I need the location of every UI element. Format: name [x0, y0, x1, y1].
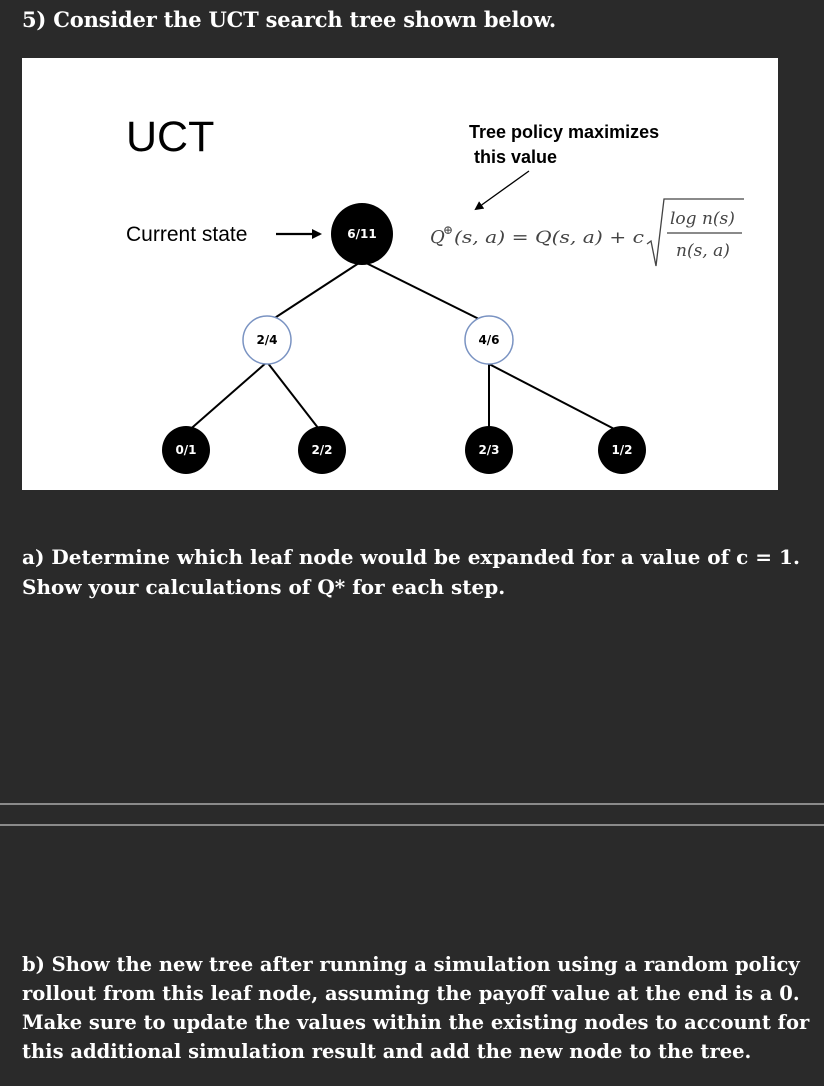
- annotation-arrow: [476, 171, 529, 209]
- part-b-line-3: Make sure to update the values within the existing nodes to account for: [22, 1011, 810, 1034]
- formula-rhs: (s, a) = Q(s, a) + c: [454, 228, 645, 248]
- node-left-left-label: 0/1: [175, 443, 197, 457]
- answer-divider-top: [0, 803, 824, 805]
- uct-tree-figure: [22, 58, 778, 490]
- part-b-line-2: rollout from this leaf node, assuming the payoff value at the end is a 0.: [22, 982, 800, 1005]
- formula-lhs-q: Q: [430, 227, 445, 248]
- part-a-line-2: Show your calculations of Q* for each step.: [22, 575, 506, 599]
- edge-left-left: [186, 362, 267, 433]
- formula-superscript: ⊕: [443, 223, 454, 237]
- part-a-line-1: a) Determine which leaf node would be expanded for a value of c = 1.: [22, 545, 800, 569]
- edge-root-right: [362, 261, 489, 324]
- node-right-label: 4/6: [478, 333, 500, 347]
- node-root: [331, 203, 393, 265]
- answer-divider-bottom: [0, 824, 824, 826]
- node-right-right-label: 1/2: [611, 443, 633, 457]
- node-right-right: [598, 426, 646, 474]
- node-left-left: [162, 426, 210, 474]
- current-state-label: Current state: [126, 223, 248, 246]
- node-right-left-label: 2/3: [478, 443, 500, 457]
- node-left-label: 2/4: [256, 333, 278, 347]
- formula-denominator: n(s, a): [676, 241, 730, 261]
- part-b-question: [22, 950, 812, 1066]
- part-a-question: [22, 542, 812, 602]
- part-b-line-1: b) Show the new tree after running a simulation using a random policy: [22, 953, 800, 976]
- formula-numerator: log n(s): [670, 209, 735, 229]
- uct-formula: [430, 199, 744, 266]
- node-right-left: [465, 426, 513, 474]
- part-b-line-4: this additional simulation result and add the new node to the tree.: [22, 1040, 752, 1063]
- question-title: 5) Consider the UCT search tree shown below.: [22, 7, 556, 32]
- edge-root-left: [267, 261, 362, 323]
- annotation-line-1: Tree policy maximizes: [469, 122, 660, 142]
- node-left: [243, 316, 291, 364]
- edge-right-right: [489, 364, 622, 433]
- node-left-right-label: 2/2: [311, 443, 333, 457]
- edge-left-right: [267, 362, 322, 433]
- node-right: [465, 316, 513, 364]
- node-left-right: [298, 426, 346, 474]
- uct-tree-diagram: [22, 58, 778, 490]
- figure-heading: UCT: [126, 113, 215, 161]
- annotation-line-2: this value: [474, 147, 558, 167]
- node-root-label: 6/11: [347, 227, 377, 241]
